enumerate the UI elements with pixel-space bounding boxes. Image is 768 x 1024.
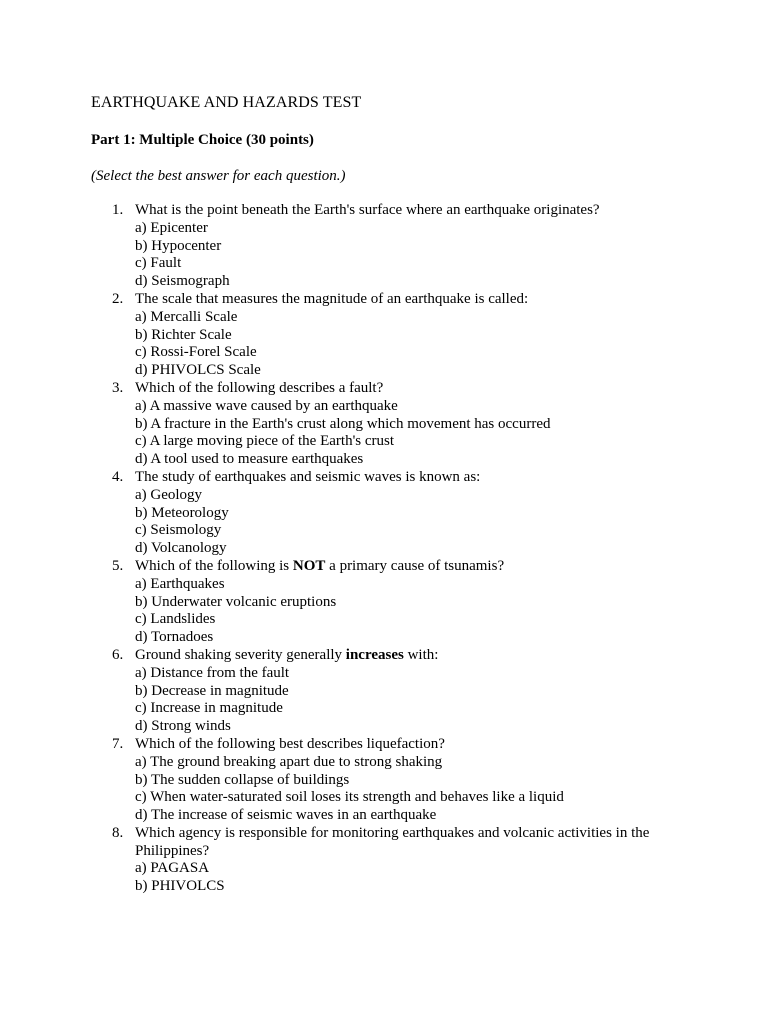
answer-option: a) PAGASA [135,860,210,877]
question-number: 5. [112,557,124,574]
question-number: 6. [112,646,124,663]
answer-option: d) Strong winds [135,718,231,735]
answer-option: d) The increase of seismic waves in an earthquake [135,807,437,824]
answer-option: b) The sudden collapse of buildings [135,771,350,788]
answer-option: d) PHIVOLCS Scale [135,362,261,379]
question-text: Which agency is responsible for monitoring earthquakes and volcanic activities in the Philippines? [135,824,650,859]
question-text: The study of earthquakes and seismic waves is known as: [135,468,481,485]
question-item [0,558,675,647]
question-item [0,469,675,558]
question-text: The scale that measures the magnitude of an earthquake is called: [135,290,529,307]
question-number: 1. [112,202,124,218]
answer-option: a) The ground breaking apart due to strong shaking [135,753,443,770]
answer-option: c) A large moving piece of the Earth's crust [135,433,395,450]
answer-option: a) Earthquakes [135,575,225,592]
answer-options [135,220,675,291]
answer-option: c) Landslides [135,611,216,628]
answer-option: c) Rossi-Forel Scale [135,344,257,361]
document-title: EARTHQUAKE AND HAZARDS TEST [91,94,362,111]
answer-option: d) A tool used to measure earthquakes [135,451,364,468]
answer-option: a) Distance from the fault [135,664,290,681]
question-item [0,202,675,291]
question-number: 3. [112,379,124,396]
answer-option: b) Decrease in magnitude [135,682,289,699]
question-list [0,202,768,896]
answer-option: a) Geology [135,486,203,503]
instructions-text: (Select the best answer for each question.) [91,168,346,184]
question-item [0,736,675,825]
answer-option: c) Seismology [135,522,222,539]
question-number: 7. [112,735,124,752]
emphasis-text: increases [345,646,404,663]
question-number: 4. [112,468,124,485]
emphasis-text: NOT [292,557,326,574]
answer-options [135,665,675,736]
answer-option: b) A fracture in the Earth's crust along which movement has occurred [135,415,551,432]
answer-options [135,309,675,380]
answer-option: d) Volcanology [135,540,227,557]
question-item [0,291,675,380]
answer-option: c) When water-saturated soil loses its strength and behaves like a liquid [135,789,564,806]
question-item [0,647,675,736]
question-item [0,825,675,896]
answer-options [135,576,675,647]
question-text: Which of the following describes a fault? [135,379,384,396]
question-item [0,380,675,469]
answer-option: b) Underwater volcanic eruptions [135,593,337,610]
answer-option: d) Seismograph [135,273,230,290]
question-text: Which of the following best describes liquefaction? [135,735,445,752]
question-text [135,647,675,665]
answer-option: a) A massive wave caused by an earthquake [135,397,398,414]
answer-option: b) Meteorology [135,504,229,521]
answer-option: b) Hypocenter [135,237,222,254]
answer-option: b) Richter Scale [135,326,232,343]
answer-option: c) Fault [135,255,182,272]
question-number: 2. [112,290,124,307]
part-heading: Part 1: Multiple Choice (30 points) [91,132,314,148]
answer-option: b) PHIVOLCS [135,878,225,895]
question-text-start: Which of the following is [135,557,293,574]
question-text-end: a primary cause of tsunamis? [325,557,505,574]
question-number: 8. [112,824,124,841]
answer-option: d) Tornadoes [135,629,214,646]
answer-options [135,754,675,825]
question-text-start: Ground shaking severity generally [135,646,346,663]
answer-option: a) Epicenter [135,219,208,236]
question-text [135,558,675,576]
answer-options [135,860,675,896]
answer-options [135,398,675,469]
question-text-end: with: [403,646,439,663]
answer-option: a) Mercalli Scale [135,308,238,325]
answer-options [135,487,675,558]
question-text: What is the point beneath the Earth's surface where an earthquake originates? [135,202,600,218]
answer-option: c) Increase in magnitude [135,700,283,717]
